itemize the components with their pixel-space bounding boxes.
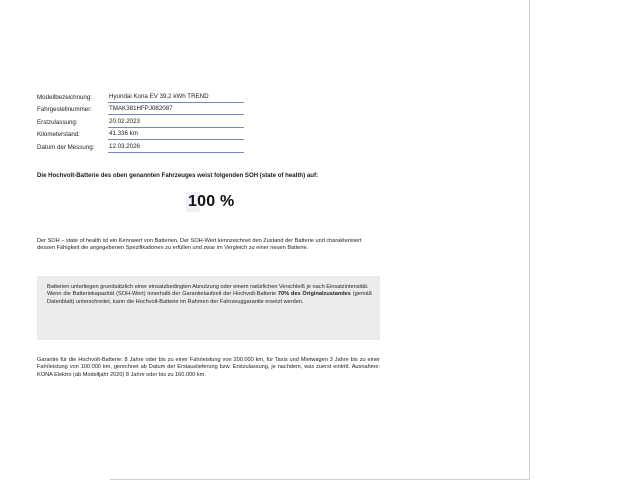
registration-value: 20.02.2023 bbox=[108, 117, 244, 128]
mileage-value: 41.336 km bbox=[108, 129, 244, 140]
vehicle-info-fields bbox=[37, 90, 287, 153]
field-label: Erstzulassung: bbox=[37, 118, 78, 126]
field-label: Fahrgestellnummer: bbox=[37, 106, 93, 113]
soh-value: 100 % bbox=[188, 193, 235, 210]
model-value: Hyundai Kona EV 39.2 kWh TREND bbox=[108, 92, 244, 103]
notice-text-bold: 70% des Originalzustandes bbox=[277, 291, 351, 298]
field-label: Modellbezeichnung: bbox=[37, 93, 93, 101]
soh-heading: Die Hochvolt-Batterie des oben genannten Fahrzeuges weist folgenden SOH (state of health) auf: bbox=[37, 172, 319, 179]
notice-text-pre: Wenn die Batteriekapazität (SOH-Wert) innerhalb der Garantielaufzeit der Hochvolt-Batterie bbox=[47, 291, 278, 298]
field-row-model bbox=[37, 90, 287, 103]
field-label: Datum der Messung: bbox=[37, 143, 95, 151]
notice-line-warranty bbox=[47, 291, 372, 306]
notice-text-post: (gemäß Datenblatt) unterschreitet, kann die Hochvolt-Batterie im Rahmen der Fahrzeuggarantie ersetzt werden. bbox=[47, 291, 373, 305]
measurement-date-value: 12.03.2026 bbox=[108, 142, 244, 153]
field-row-mileage bbox=[37, 128, 287, 141]
notice-line-wear: Batterien unterliegen grundsätzlich einer einsatzbedingten Abnutzung oder einem natürlichen Verschleiß je nach Einsatzintensität. bbox=[47, 284, 369, 290]
soh-explanation-paragraph: Der SOH – state of health ist ein Kennwert von Batterien. Der SOH-Wert kennzeichnet den Zustand der Batterie und charakterisiert dessen Fähigkeit die angegebenen Spezifikationen zu erfüllen und zwar im Vergleich zu einer neuen Batterie. bbox=[37, 238, 362, 252]
field-row-measurement-date bbox=[37, 140, 287, 153]
field-label: Kilometerstand: bbox=[37, 131, 80, 138]
field-row-vin bbox=[37, 103, 287, 116]
field-row-registration bbox=[37, 115, 287, 128]
warranty-paragraph: Garantie für die Hochvolt-Batterie: 8 Jahre oder bis zu einer Fahrleistung von 200.000 km, für Taxis und Mietwagen 3 Jahre bis zu einer Fahrleistung von 100.000 km, gerechnet ab Datum der Erstauslieferung bzw. Erstzulassung, je nachdem, was zuerst eintritt. Ausnahme: KONA Elektro (ab Modelljahr 2020) 8 Jahre oder bis zu 160.000 km. bbox=[37, 357, 380, 378]
vin-value: TMAK381HFPJ082087 bbox=[108, 104, 244, 115]
notice-text bbox=[47, 284, 372, 306]
